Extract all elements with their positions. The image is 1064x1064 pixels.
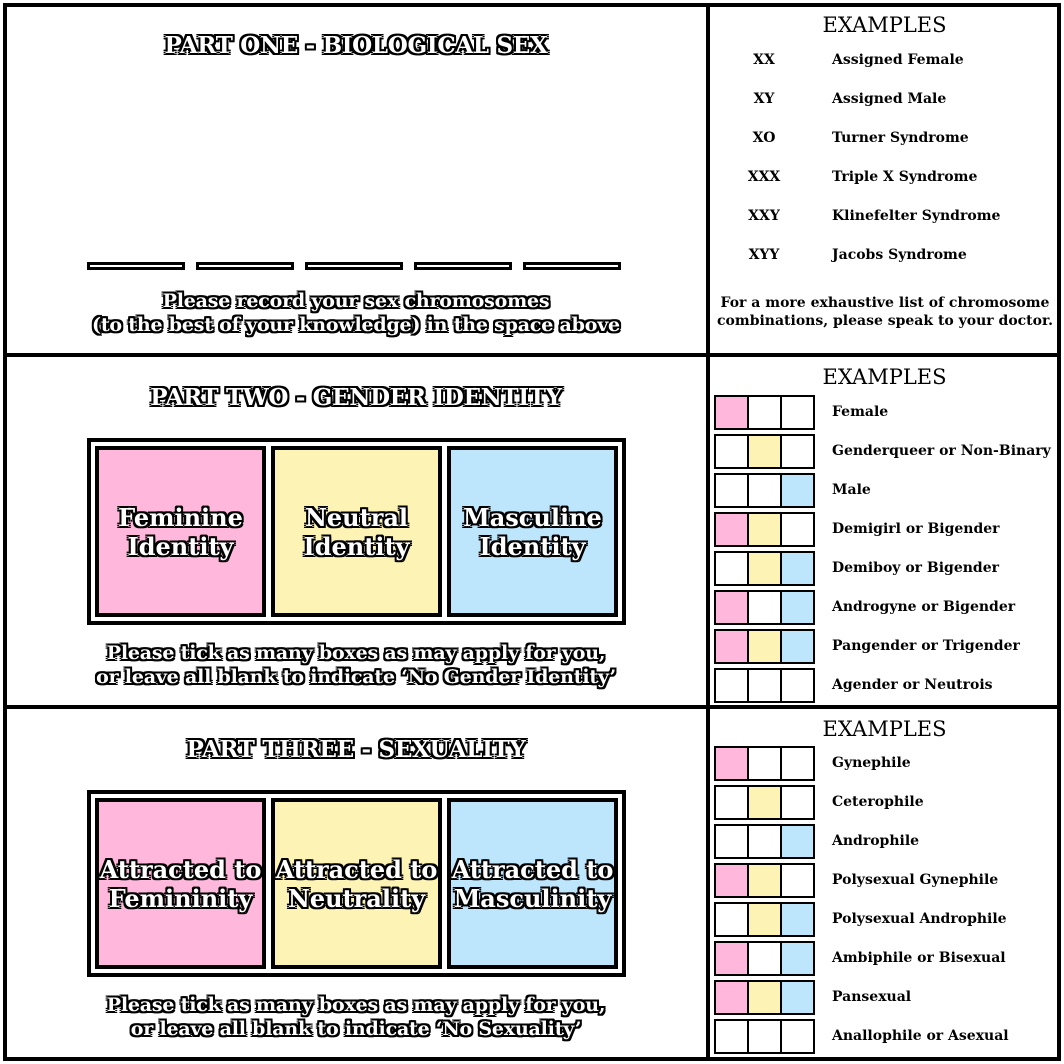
- example-mini-box: [780, 902, 815, 937]
- example-label: Polysexual Gynephile: [832, 872, 999, 888]
- chromosome-slot[interactable]: [523, 262, 621, 270]
- tick-box-label-line: Identity: [303, 531, 410, 561]
- tick-box-label-line: Masculinity: [453, 883, 612, 913]
- example-label: Agender or Neutrois: [832, 677, 993, 693]
- example-mini-boxes: [714, 512, 815, 547]
- example-label: Female: [832, 404, 889, 420]
- chromosome-code: XY: [753, 91, 775, 107]
- example-mini-box: [714, 629, 749, 664]
- example-mini-boxes: [714, 473, 815, 508]
- example-mini-boxes: [714, 902, 815, 937]
- part-two-examples-heading: EXAMPLES: [822, 365, 947, 389]
- example-mini-boxes: [714, 629, 815, 664]
- chromosome-code: XXY: [748, 208, 780, 224]
- example-label: Anallophile or Asexual: [832, 1028, 1009, 1044]
- example-mini-box: [780, 668, 815, 703]
- part-three-title: PART THREE - SEXUALITY: [186, 736, 526, 763]
- example-mini-box: [714, 980, 749, 1015]
- example-mini-box: [747, 590, 782, 625]
- example-mini-box: [714, 512, 749, 547]
- example-mini-box: [780, 629, 815, 664]
- example-mini-box: [714, 551, 749, 586]
- part-three-examples-heading: EXAMPLES: [822, 717, 947, 741]
- example-mini-box: [714, 902, 749, 937]
- example-mini-boxes: [714, 590, 815, 625]
- tick-box-label: [451, 503, 614, 561]
- part-two-instructions: Please tick as many boxes as may apply for you, or leave all blank to indicate ‘No Gender Identity’: [96, 642, 616, 688]
- example-label: Ceterophile: [832, 794, 924, 810]
- section-divider-1: [3, 353, 1061, 357]
- tick-box-label-line: Neutrality: [287, 883, 426, 913]
- example-mini-boxes: [714, 980, 815, 1015]
- example-mini-box: [714, 395, 749, 430]
- tick-box-label-line: Neutral: [304, 502, 409, 532]
- chromosome-slot[interactable]: [414, 262, 512, 270]
- example-mini-box: [747, 629, 782, 664]
- example-mini-box: [780, 512, 815, 547]
- example-mini-box: [714, 746, 749, 781]
- example-mini-box: [747, 395, 782, 430]
- chromosome-footnote: For a more exhaustive list of chromosome combinations, please speak to your doctor.: [717, 295, 1053, 329]
- chromosome-code: XO: [752, 130, 776, 146]
- example-mini-boxes: [714, 941, 815, 976]
- example-mini-box: [780, 395, 815, 430]
- part3-tick-box[interactable]: [271, 798, 442, 969]
- example-mini-box: [780, 434, 815, 469]
- example-label: Polysexual Androphile: [832, 911, 1007, 927]
- example-mini-box: [780, 1019, 815, 1054]
- chromosome-code: XX: [753, 52, 775, 68]
- example-mini-box: [747, 551, 782, 586]
- tick-box-label-line: Identity: [479, 531, 586, 561]
- part2-tick-box[interactable]: [447, 446, 618, 617]
- example-label: Demigirl or Bigender: [832, 521, 1000, 537]
- tick-box-label: [99, 855, 262, 913]
- tick-box-label-line: Feminine: [118, 502, 243, 532]
- example-mini-box: [780, 980, 815, 1015]
- example-mini-boxes: [714, 785, 815, 820]
- example-mini-box: [780, 863, 815, 898]
- example-mini-box: [747, 941, 782, 976]
- example-mini-boxes: [714, 551, 815, 586]
- example-mini-box: [747, 512, 782, 547]
- chromosome-slot[interactable]: [196, 262, 294, 270]
- example-mini-box: [747, 824, 782, 859]
- chromosome-code: XYY: [748, 247, 780, 263]
- chromosome-example-label: Klinefelter Syndrome: [832, 208, 1001, 224]
- chromosome-slot[interactable]: [87, 262, 185, 270]
- part2-tick-box[interactable]: [95, 446, 266, 617]
- example-mini-box: [780, 941, 815, 976]
- chromosome-example-label: Assigned Male: [832, 91, 947, 107]
- example-mini-box: [780, 590, 815, 625]
- tick-box-label-line: Attracted to: [99, 854, 262, 884]
- section-divider-2: [3, 705, 1061, 709]
- part-one-examples-heading: EXAMPLES: [822, 13, 947, 37]
- chromosome-example-label: Assigned Female: [832, 52, 964, 68]
- example-mini-box: [780, 785, 815, 820]
- chromosome-example-label: Jacobs Syndrome: [832, 247, 967, 263]
- tick-box-label: [275, 503, 438, 561]
- example-mini-boxes: [714, 668, 815, 703]
- tick-box-label: [99, 503, 262, 561]
- part-one-title: PART ONE - BIOLOGICAL SEX: [164, 32, 548, 59]
- example-mini-box: [714, 824, 749, 859]
- example-mini-boxes: [714, 746, 815, 781]
- example-mini-box: [714, 1019, 749, 1054]
- tick-box-label-line: Masculine: [463, 502, 602, 532]
- tick-box-label-line: Attracted to: [451, 854, 614, 884]
- example-mini-box: [780, 473, 815, 508]
- example-mini-box: [714, 434, 749, 469]
- example-mini-box: [747, 902, 782, 937]
- part2-tick-box[interactable]: [271, 446, 442, 617]
- example-mini-box: [747, 746, 782, 781]
- chromosome-example-label: Triple X Syndrome: [832, 169, 978, 185]
- example-mini-box: [714, 863, 749, 898]
- part-three-instructions: Please tick as many boxes as may apply for you, or leave all blank to indicate ‘No Sexuality’: [106, 994, 606, 1040]
- example-label: Gynephile: [832, 755, 911, 771]
- chromosome-slot[interactable]: [305, 262, 403, 270]
- example-mini-box: [747, 980, 782, 1015]
- example-mini-box: [747, 434, 782, 469]
- tick-box-label-line: Attracted to: [275, 854, 438, 884]
- example-label: Pangender or Trigender: [832, 638, 1020, 654]
- example-mini-box: [747, 473, 782, 508]
- example-mini-box: [714, 473, 749, 508]
- part-one-instructions: Please record your sex chromosomes (to the best of your knowledge) in the space above: [92, 290, 620, 336]
- example-mini-box: [747, 1019, 782, 1054]
- example-label: Pansexual: [832, 989, 912, 1005]
- example-mini-box: [714, 785, 749, 820]
- example-label: Genderqueer or Non-Binary: [832, 443, 1051, 459]
- example-mini-box: [780, 746, 815, 781]
- tick-box-label-line: Identity: [127, 531, 234, 561]
- example-label: Demiboy or Bigender: [832, 560, 1000, 576]
- tick-box-label-line: Femininity: [108, 883, 253, 913]
- example-mini-box: [714, 668, 749, 703]
- example-label: Androgyne or Bigender: [832, 599, 1016, 615]
- example-mini-box: [780, 824, 815, 859]
- example-mini-box: [747, 668, 782, 703]
- tick-box-label: [275, 855, 438, 913]
- example-mini-boxes: [714, 1019, 815, 1054]
- chromosome-example-label: Turner Syndrome: [832, 130, 969, 146]
- part-two-title: PART TWO - GENDER IDENTITY: [150, 384, 562, 411]
- example-mini-boxes: [714, 824, 815, 859]
- example-label: Ambiphile or Bisexual: [832, 950, 1006, 966]
- sexuality-boxes: [87, 790, 626, 977]
- column-divider: [706, 3, 710, 1061]
- example-mini-boxes: [714, 395, 815, 430]
- example-mini-boxes: [714, 434, 815, 469]
- example-label: Male: [832, 482, 871, 498]
- example-mini-box: [714, 590, 749, 625]
- example-mini-box: [714, 941, 749, 976]
- example-mini-box: [747, 785, 782, 820]
- part3-tick-box[interactable]: [447, 798, 618, 969]
- example-label: Androphile: [832, 833, 920, 849]
- tick-box-label: [451, 855, 614, 913]
- gender-identity-boxes: [87, 438, 626, 625]
- example-mini-box: [780, 551, 815, 586]
- part3-tick-box[interactable]: [95, 798, 266, 969]
- example-mini-boxes: [714, 863, 815, 898]
- chromosome-code: XXX: [747, 169, 781, 185]
- example-mini-box: [747, 863, 782, 898]
